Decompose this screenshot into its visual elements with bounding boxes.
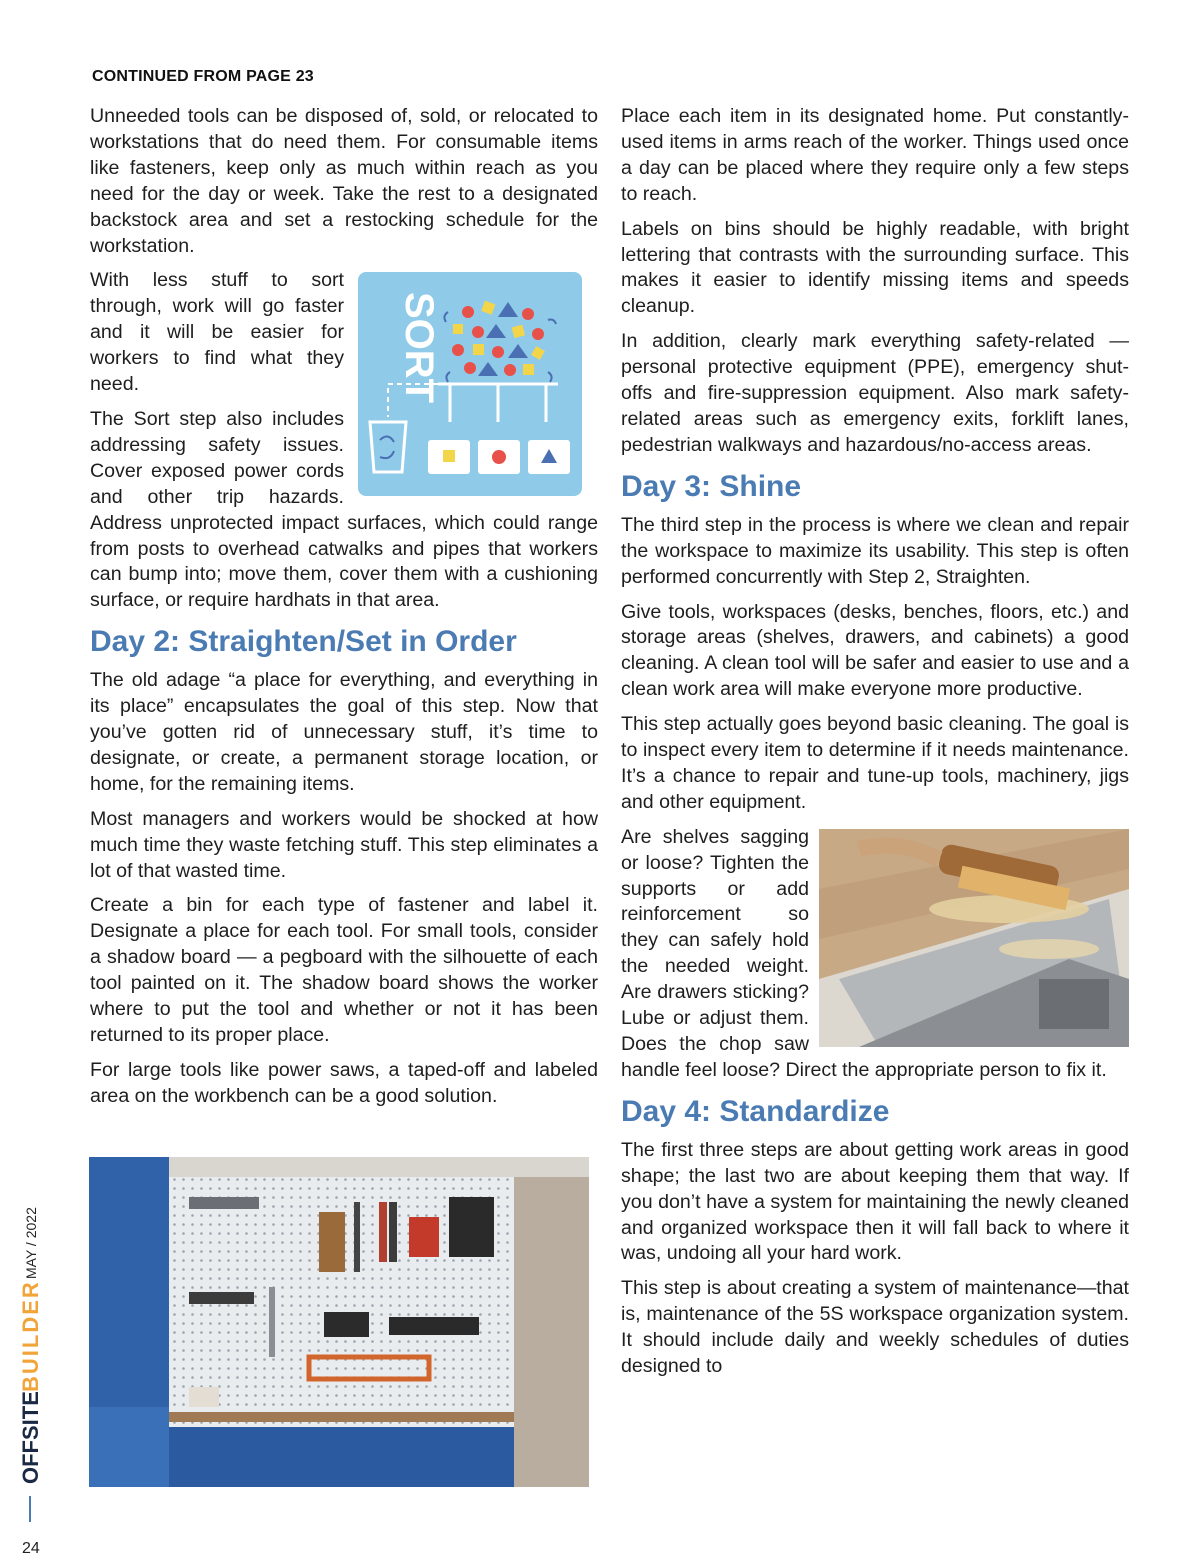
footer-divider: [29, 1496, 31, 1522]
paragraph: This step actually goes beyond basic cleaning. The goal is to inspect every item to determine if it needs maintenance. It’s a chance to repair and tune-up tools, machinery, jigs and other equipment.: [621, 713, 1129, 813]
right-column: [621, 104, 1129, 1389]
paragraph: The third step in the process is where we clean and repair the workspace to maximize its usability. This step is often performed concurrently with Step 2, Straighten.: [621, 513, 1129, 588]
paragraph: Labels on bins should be highly readable, with bright lettering that contrasts with the surrounding surface. This makes it easier to identify missing items and speeds cleanup.: [621, 217, 1129, 318]
paragraph: Unneeded tools can be disposed of, sold, or relocated to workstations that do need them. For consumable items like fasteners, keep only as much within reach as you need for the day or week. Take the rest to a designated backstock area and set a restocking schedule for the workstation.: [90, 105, 598, 257]
heading-day3: Day 3: Shine: [621, 469, 802, 503]
page-number: 24: [22, 1540, 40, 1557]
magazine-logo-offsite: OFFSITE: [18, 1391, 43, 1484]
brush-photo: [819, 829, 1129, 1047]
paragraph: The first three steps are about getting work areas in good shape; the last two are about keeping them that way. If you don’t have a system for maintaining the newly cleaned and organized workspace then it will fall back to where it was, undoing all your hard work.: [621, 1138, 1129, 1265]
continued-from-label: CONTINUED FROM PAGE 23: [92, 68, 314, 85]
paragraph: Create a bin for each type of fastener and label it. Designate a place for each tool. For small tools, consider a shadow board — a pegboard with the silhouette of each tool painted on it. The shadow board shows the worker where to put the tool and whether or not it has been returned to its proper place.: [90, 894, 598, 1046]
paragraph: The Sort step also includes addressing safety issues. Cover exposed power cords and other trip hazards. Address unprotected impact surfaces, which could range from posts to overhead catwalks and pipes that workers can bump into; move them, cover them with a cushioning surface, or require hardhats in that area.: [90, 407, 598, 612]
paragraph: The old adage “a place for everything, and everything in its place” encapsulates the goal of this step. Now that you’ve gotten rid of unnecessary stuff, it’s time to designate, or create, a permanent storage location, or home, for the remaining items.: [90, 669, 598, 795]
paragraph: SORT With less stuff to sort through, work will go faster and it will be easier for workers to find what they need.: [90, 268, 598, 398]
sort-label: SORT: [397, 292, 441, 404]
magazine-spine: [16, 1168, 46, 1484]
left-column: [90, 104, 598, 1119]
sort-illustration: [358, 272, 582, 496]
paragraph: This step is about creating a system of maintenance—that is, maintenance of the 5S workspace organization system. It should include daily and weekly schedules of duties designed to: [621, 1277, 1129, 1378]
issue-date: MAY / 2022: [23, 1207, 39, 1279]
heading-day2: Day 2: Straighten/Set in Order: [90, 625, 517, 659]
heading-day4: Day 4: Standardize: [621, 1094, 890, 1128]
paragraph: Most managers and workers would be shocked at how much time they waste fetching stuff. This step eliminates a lot of that wasted time.: [90, 807, 598, 882]
paragraph: Are shelves sagging or loose? Tighten the supports or add reinforcement so they can safely hold the needed weight. Are drawers sticking? Lube or adjust them. Does the chop saw handle feel loose? Direct the appropriate person to fix it.: [621, 825, 1129, 1084]
paragraph: Give tools, workspaces (desks, benches, floors, etc.) and storage areas (shelves, drawers, and cabinets) a good cleaning. A clean tool will be safer and easier to use and a clean work area will make everyone more productive.: [621, 600, 1129, 701]
paragraph: Place each item in its designated home. Put constantly-used items in arms reach of the worker. Things used once a day can be placed where they require only a few steps to reach.: [621, 105, 1129, 205]
pegboard-photo: [89, 1157, 589, 1487]
magazine-logo-builder: BUILDER: [18, 1280, 43, 1392]
paragraph: For large tools like power saws, a taped-off and labeled area on the workbench can be a good solution.: [90, 1058, 598, 1107]
paragraph: In addition, clearly mark everything safety-related —personal protective equipment (PPE), emergency shut-offs and fire-suppression equipment. Also mark safety-related areas such as emergency exits, forklift lanes, pedestrian walkways and hazardous/no-access areas.: [621, 330, 1129, 456]
